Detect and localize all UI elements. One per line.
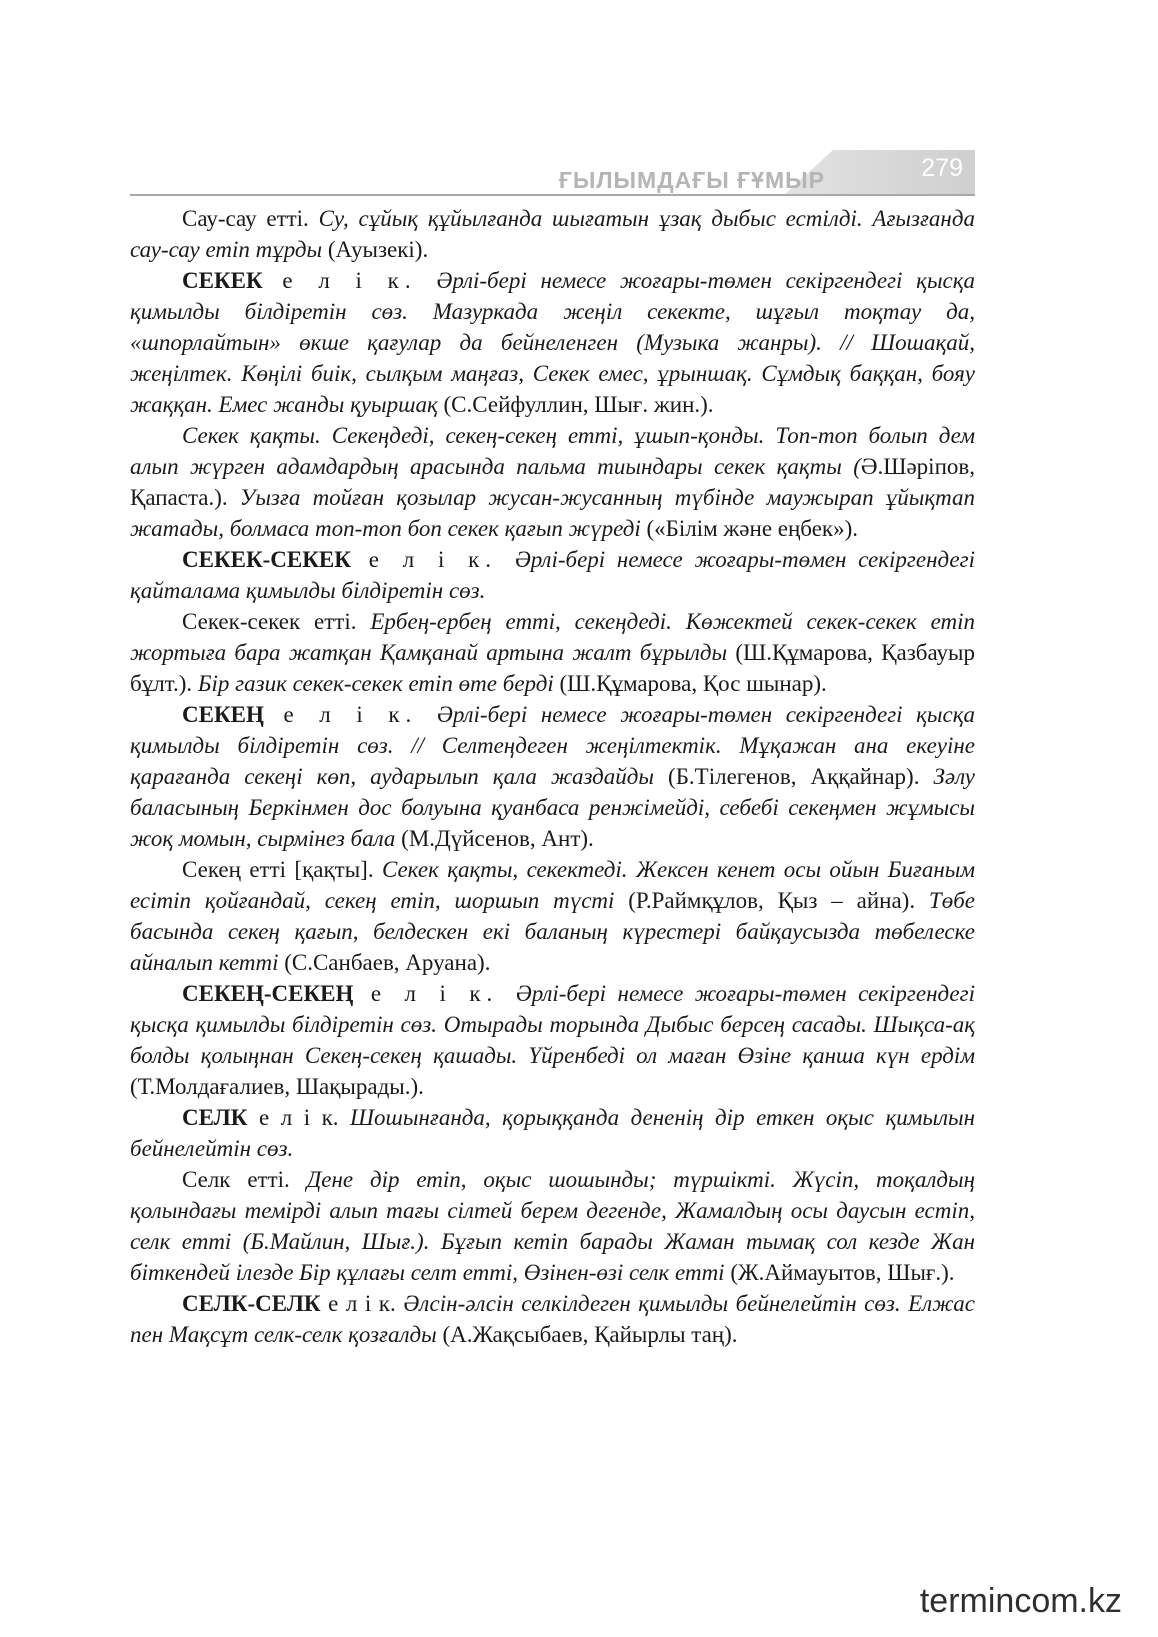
definition: Әрлі-бері немесе жоғары-төмен секіргендегі қысқа қимылды білдіретін сөз. // Селтеңдеген жеңілтектік. Мұқажан ана екеуіне қарағанда секеңі көп, аударылып қала жаздайды	[130, 702, 975, 789]
part-of-speech: е л і к.	[320, 1291, 404, 1316]
headword: СЕЛК	[182, 1105, 248, 1130]
dictionary-text	[130, 203, 975, 1350]
headword: СЕЛК-СЕЛК	[182, 1291, 321, 1316]
definition: Секек қақты. Секеңдеді, секең-секең етті, ұшып-қонды. Топ-топ болып дем алып жүрген адамдардың арасында пальма тиындары секек қақты (	[130, 423, 975, 479]
entry-phrase: Секек-секек етті.	[182, 609, 371, 634]
citation: (Ш.Құмарова, Қазбауыр бұлт.).	[130, 640, 975, 696]
page-number: 279	[921, 154, 963, 182]
running-header	[130, 150, 975, 196]
citation: (Р.Раймқұлов, Қыз – айна).	[614, 888, 929, 913]
definition: Ербең-ербең етті, секеңдеді. Көжектей секек-секек етіп жортыға бара жатқан Қамқанай артына жалт бұрылды	[130, 609, 976, 665]
citation: (Б.Тілегенов, Аққайнар).	[654, 764, 934, 789]
entry-selk-selk	[130, 1288, 975, 1350]
entry-sekeng-sekeng	[130, 978, 975, 1102]
entry-sekek-qaqty	[130, 420, 975, 544]
citation: (А.Жақсыбаев, Қайырлы таң).	[436, 1322, 738, 1347]
header-title: ҒЫЛЫМДАҒЫ ҒҰМЫР	[558, 167, 825, 193]
part-of-speech: е л і к.	[247, 1105, 351, 1130]
example: Уызға тойған қозылар жусан-жусанның түбінде маужырап ұйықтап жатады, болмаса топ-топ боп секек қағып жүреді	[130, 485, 975, 541]
citation: (Ж.Аймауытов, Шығ.).	[724, 1260, 955, 1285]
entry-phrase: Секең етті [қақты].	[182, 857, 382, 882]
part-of-speech: е л і к.	[353, 981, 516, 1006]
entry-sekeng-etti	[130, 854, 975, 978]
header-rule	[130, 194, 975, 196]
example: Бір газик секек-секек етіп өте берді	[197, 671, 554, 696]
definition: Әрлі-бері немесе жоғары-төмен секіргендегі қайталама қимылды білдіретін сөз.	[130, 547, 975, 603]
part-of-speech: е л і к.	[350, 547, 515, 572]
definition: Шошынғанда, қорыққанда дененің дір еткен оқыс қимылын бейнелейтін сөз.	[130, 1105, 975, 1161]
site-watermark: termincom.kz	[919, 1582, 1122, 1620]
citation: («Білім және еңбек»).	[640, 516, 858, 541]
headword: СЕКЕК-СЕКЕК	[182, 547, 351, 572]
entry-phrase: Селк етті.	[182, 1167, 307, 1192]
definition: Су, сұйық құйылғанда шығатын ұзақ дыбыс естілді. Ағызғанда сау-сау етіп тұрды	[130, 206, 975, 262]
example: Төбе басында секең қағып, белдескен екі баланың күрестері байқаусызда төбелеске айналып кетті	[130, 888, 975, 975]
definition: Секек қақты, секектеді. Жексен кенет осы ойын Биғаным есітіп қойғандай, секең етіп, шоршып түсті	[130, 857, 976, 913]
entry-sekek-sekek-etti	[130, 606, 975, 699]
citation: (М.Дүйсенов, Ант).	[395, 826, 594, 851]
citation: (Т.Молдағалиев, Шақырады.).	[130, 1074, 424, 1099]
entry-selk-etti	[130, 1164, 975, 1288]
part-of-speech: е л і к.	[262, 268, 437, 293]
entry-sekek-sekek	[130, 544, 975, 606]
headword: СЕКЕҢ	[182, 702, 264, 727]
citation: Ә.Шәріпов, Қапаста.).	[130, 454, 975, 510]
definition: Әрлі-бері немесе жоғары-төмен секіргендегі қысқа қимылды білдіретін сөз. Отырады торында Дыбыс берсең сасады. Шықса-ақ болды қолыңнан Секең-секең қашады. Үйренбеді ол маған Өзіне қанша күн ердім	[130, 981, 975, 1068]
part-of-speech: е л і к.	[263, 702, 437, 727]
headword: СЕКЕҢ-СЕКЕҢ	[182, 981, 354, 1006]
entry-sekeng	[130, 699, 975, 854]
definition: Дене дір етіп, оқыс шошынды; түршікті. Жүсіп, тоқалдың қолындағы темірді алып тағы сілтей берем дегенде, Жамалдың осы даусын естіп, селк етті (Б.Майлин, Шығ.). Бұғып кетіп барады Жаман тымақ сол кезде Жан біткендей ілезде Бір құлағы селт етті, Өзінен-өзі селк етті	[130, 1167, 975, 1285]
definition: Әлсін-әлсін селкілдеген қимылды бейнелейтін сөз. Елжас пен Мақсұт селк-селк қозғалды	[130, 1291, 975, 1347]
entry-sekek	[130, 265, 975, 420]
citation: (Ауызекі).	[322, 237, 429, 262]
citation: (С.Санбаев, Аруана).	[278, 950, 491, 975]
entry-phrase: Сау-сау етті.	[182, 206, 319, 231]
citation: (Ш.Құмарова, Қос шынар).	[553, 671, 827, 696]
definition: Әрлі-бері немесе жоғары-төмен секіргендегі қысқа қимылды білдіретін сөз. Мазуркада жеңіл секекте, шұғыл тоқтау да, «шпорлайтын» өкше қағулар да бейнеленген (Музыка жанры). // Шошақай, жеңілтек. Көңілі биік, сылқым маңғаз, Секек емес, ұрыншақ. Сұмдық баққан, бояу жаққан. Емес жанды қуыршақ	[130, 268, 975, 417]
headword: СЕКЕК	[182, 268, 263, 293]
entry-sau-sau	[130, 203, 975, 265]
citation: (С.Сейфуллин, Шығ. жин.).	[437, 392, 714, 417]
example: Зәлу баласының Беркінмен дос болуына қуанбаса ренжімейді, себебі секеңмен жұмысы жоқ момын, сырмінез бала	[130, 764, 975, 851]
entry-selk	[130, 1102, 975, 1164]
